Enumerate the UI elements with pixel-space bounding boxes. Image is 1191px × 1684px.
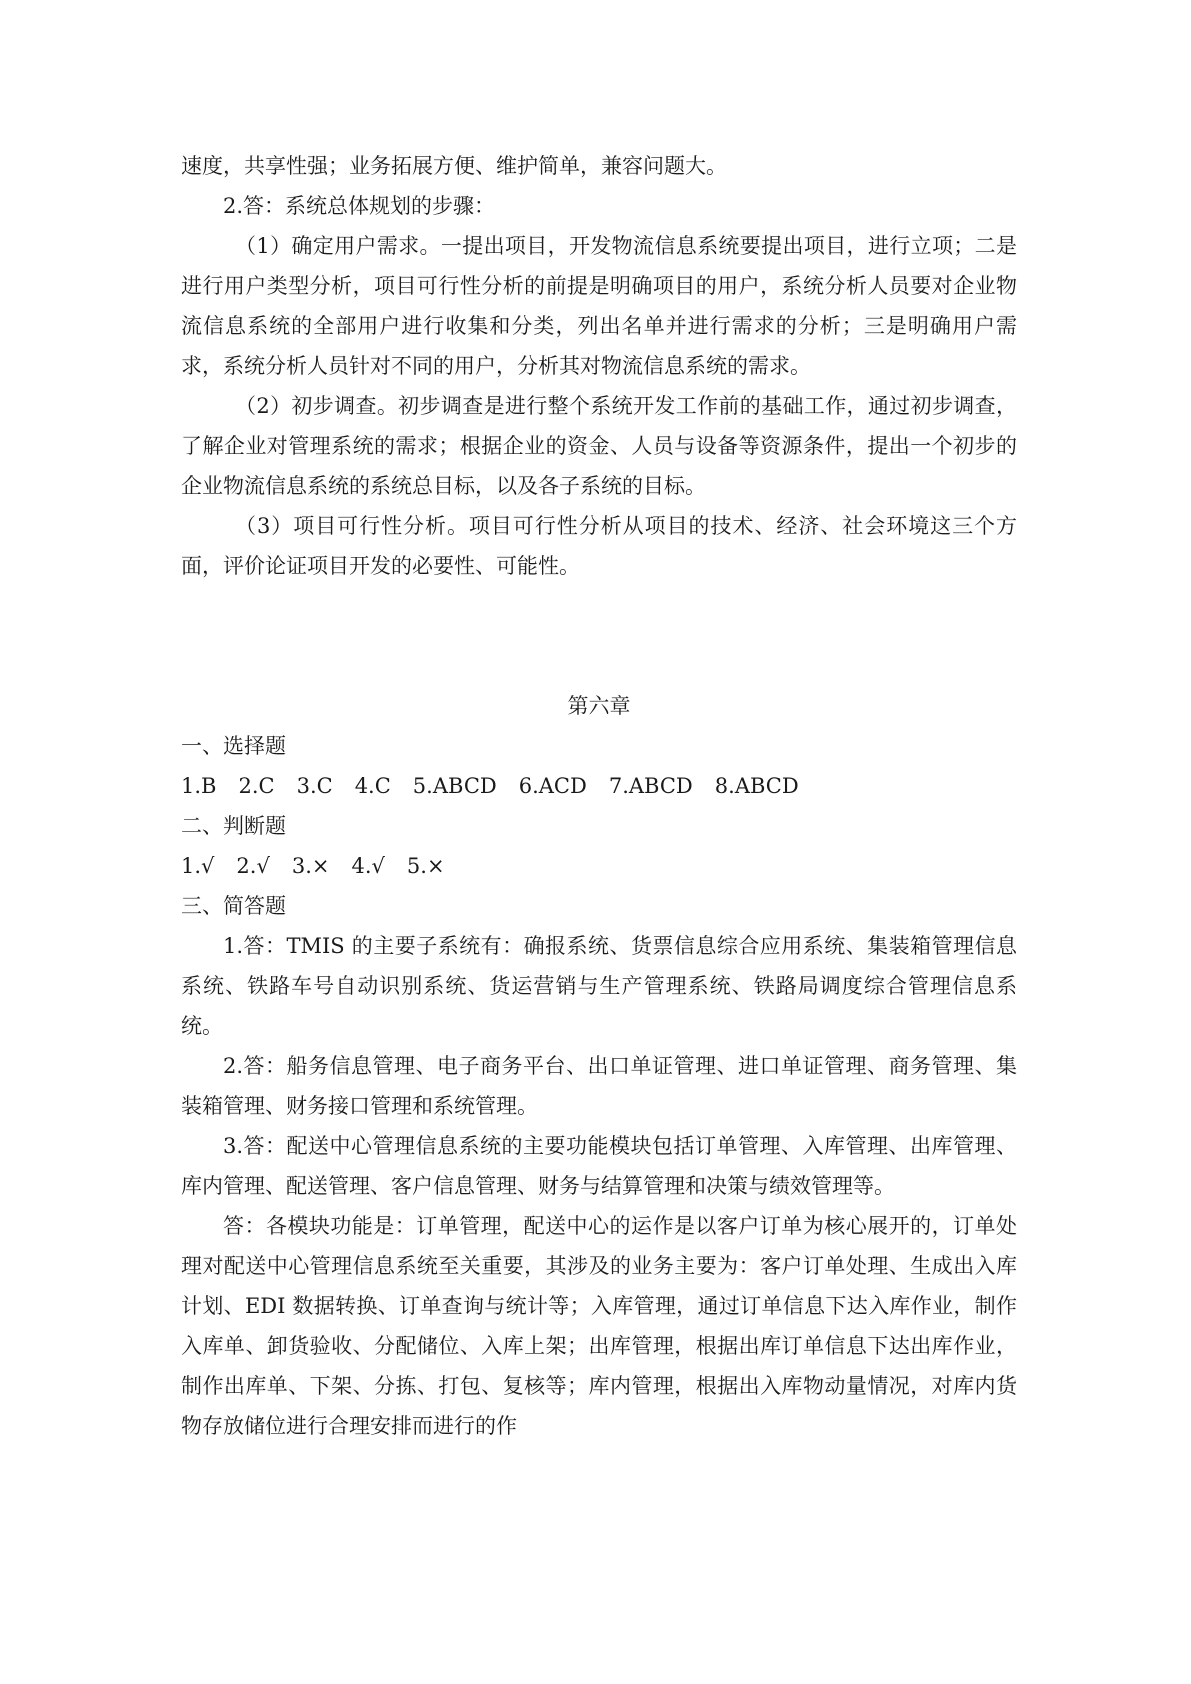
chapter-title: 第六章 <box>567 694 631 718</box>
page-content <box>181 146 1017 1446</box>
choice-answer: 3.C <box>296 774 333 798</box>
choice-answer: 5.ABCD <box>412 774 497 798</box>
choice-answer: 6.ACD <box>518 774 587 798</box>
choice-answers <box>181 766 1017 806</box>
paragraph-continuation: 速度，共享性强；业务拓展方便、维护简单，兼容问题大。 <box>181 154 727 178</box>
short-answer-1: 1.答：TMIS 的主要子系统有：确报系统、货票信息综合应用系统、集装箱管理信息系统、铁路车号自动识别系统、货运营销与生产管理系统、铁路局调度综合管理信息系统。 <box>181 934 1017 1038</box>
choice-answer: 8.ABCD <box>714 774 799 798</box>
answer-2-heading: 2.答：系统总体规划的步骤： <box>223 194 496 218</box>
choice-answer: 1.B <box>181 774 217 798</box>
short-answer-section-heading: 三、简答题 <box>181 894 286 918</box>
short-answer-3-detail: 答：各模块功能是：订单管理，配送中心的运作是以客户订单为核心展开的，订单处理对配送中心管理信息系统至关重要，其涉及的业务主要为：客户订单处理、生成出入库计划、EDI 数据转换、订单查询与统计等；入库管理，通过订单信息下达入库作业，制作入库单、卸货验收、分配储位、入库上架；出库管理，根据出库订单信息下达出库作业，制作出库单、下架、分拣、打包、复核等；库内管理，根据出入库物动量情况，对库内货物存放储位进行合理安排而进行的作 <box>181 1214 1017 1438</box>
spacer <box>181 586 1017 686</box>
short-answer-2: 2.答：船务信息管理、电子商务平台、出口单证管理、进口单证管理、商务管理、集装箱管理、财务接口管理和系统管理。 <box>181 1054 1017 1118</box>
judge-answer: 5.× <box>406 854 445 878</box>
step-2-paragraph: （2）初步调查。初步调查是进行整个系统开发工作前的基础工作，通过初步调查，了解企业对管理系统的需求；根据企业的资金、人员与设备等资源条件，提出一个初步的企业物流信息系统的系统总目标，以及各子系统的目标。 <box>181 394 1017 498</box>
choice-answer: 7.ABCD <box>608 774 693 798</box>
judge-answer: 2.√ <box>236 854 270 878</box>
judge-answers <box>181 846 1017 886</box>
choice-answer: 2.C <box>238 774 275 798</box>
judge-section-heading: 二、判断题 <box>181 814 286 838</box>
step-1-paragraph: （1）确定用户需求。一提出项目，开发物流信息系统要提出项目，进行立项；二是进行用户类型分析，项目可行性分析的前提是明确项目的用户，系统分析人员要对企业物流信息系统的全部用户进行收集和分类，列出名单并进行需求的分析；三是明确用户需求，系统分析人员针对不同的用户，分析其对物流信息系统的需求。 <box>181 234 1017 378</box>
judge-answer: 4.√ <box>351 854 385 878</box>
short-answer-3: 3.答：配送中心管理信息系统的主要功能模块包括订单管理、入库管理、出库管理、库内管理、配送管理、客户信息管理、财务与结算管理和决策与绩效管理等。 <box>181 1134 1017 1198</box>
choice-section-heading: 一、选择题 <box>181 734 286 758</box>
choice-answer: 4.C <box>354 774 391 798</box>
judge-answer: 1.√ <box>181 854 215 878</box>
judge-answer: 3.× <box>291 854 330 878</box>
step-3-paragraph: （3）项目可行性分析。项目可行性分析从项目的技术、经济、社会环境这三个方面，评价论证项目开发的必要性、可能性。 <box>181 514 1017 578</box>
